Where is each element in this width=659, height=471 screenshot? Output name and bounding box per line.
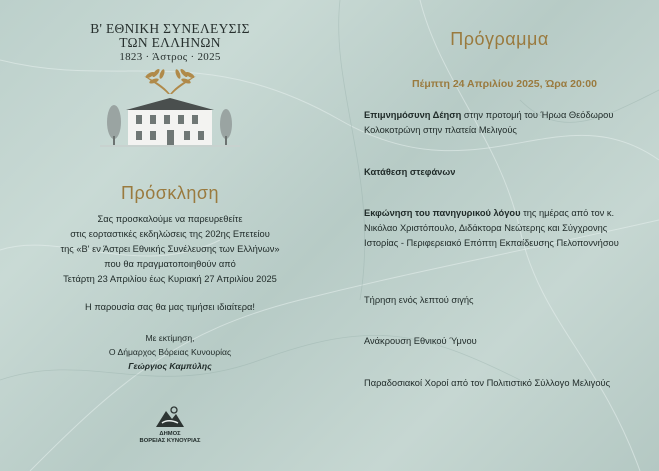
program-title: Πρόγραμμα — [450, 29, 549, 49]
logo-line-2: ΒΟΡΕΙΑΣ ΚΥΝΟΥΡΙΑΣ — [139, 438, 201, 444]
program-item — [364, 108, 634, 138]
program-item — [364, 334, 634, 349]
program-item-text: Ανάκρουση Εθνικού Ύμνου — [364, 336, 477, 346]
program-item-bold: Κατάθεση στεφάνων — [364, 167, 456, 177]
signature-block — [0, 331, 340, 373]
logo-line-1: ΔΗΜΟΣ — [159, 431, 181, 437]
program-item — [364, 206, 634, 251]
sign-title: Ο Δήμαρχος Βόρειας Κυνουρίας — [108, 347, 232, 357]
invitation-line: Τετάρτη 23 Απριλίου έως Κυριακή 27 Απριλίου 2025 — [63, 274, 277, 284]
program-item-bold: Εκφώνηση του πανηγυρικού λόγου — [364, 208, 521, 218]
program-item-text: Τήρηση ενός λεπτού σιγής — [364, 295, 474, 305]
invitation-note: Η παρουσία σας θα μας τιμήσει ιδιαίτερα! — [85, 302, 255, 312]
invitation-line: στις εορταστικές εκδηλώσεις της 202ης Επετείου — [70, 229, 270, 239]
historic-building-icon — [100, 96, 240, 148]
program-item-text: της ημέρας από τον κ. Νικόλαο Χριστόπουλο, Διδάκτορα Νεώτερης και Σύγχρονης Ιστορίας - Περιφερειακό Επόπτη Εκπαίδευσης Πελοποννήσου — [364, 208, 619, 248]
sign-greeting: Με εκτίμηση, — [145, 333, 195, 343]
heading-line-2: ΤΩΝ ΕΛΛΗΝΩΝ — [119, 35, 221, 50]
program-date: Πέμπτη 24 Απριλίου 2025, Ώρα 20:00 — [412, 78, 597, 90]
program-item-text: στην προτομή του Ήρωα Θεόδωρου Κολοκοτρώνη στην πλατεία Μελιγούς — [364, 110, 614, 135]
invitation-text — [0, 212, 340, 287]
program-item — [364, 165, 634, 180]
program-panel — [340, 0, 659, 471]
assembly-heading — [0, 22, 340, 64]
program-item-text: Παραδοσιακοί Χοροί από τον Πολιτιστικό Σύλλογο Μελιγούς — [364, 378, 611, 388]
program-item-bold: Επιμνημόσυνη Δέηση — [364, 110, 462, 120]
municipality-logo-icon — [150, 403, 190, 429]
heading-line-1: Β' ΕΘΝΙΚΗ ΣΥΝΕΛΕΥΣΙΣ — [90, 21, 250, 36]
invitation-title: Πρόσκληση — [121, 183, 219, 203]
program-item — [364, 376, 634, 391]
invitation-line: Σας προσκαλούμε να παρευρεθείτε — [97, 214, 243, 224]
heading-line-3: 1823 · Άστρος · 2025 — [119, 51, 221, 63]
sign-name: Γεώργιος Καμπύλης — [128, 361, 212, 371]
laurel-icon — [140, 66, 200, 96]
program-item — [364, 293, 634, 308]
invitation-line: της «Β' εν Άστρει Εθνικής Συνέλευσης των Ελλήνων» — [60, 244, 280, 254]
municipality-logo-text — [110, 431, 230, 445]
invitation-line: που θα πραγματοποιηθούν από — [104, 259, 236, 269]
